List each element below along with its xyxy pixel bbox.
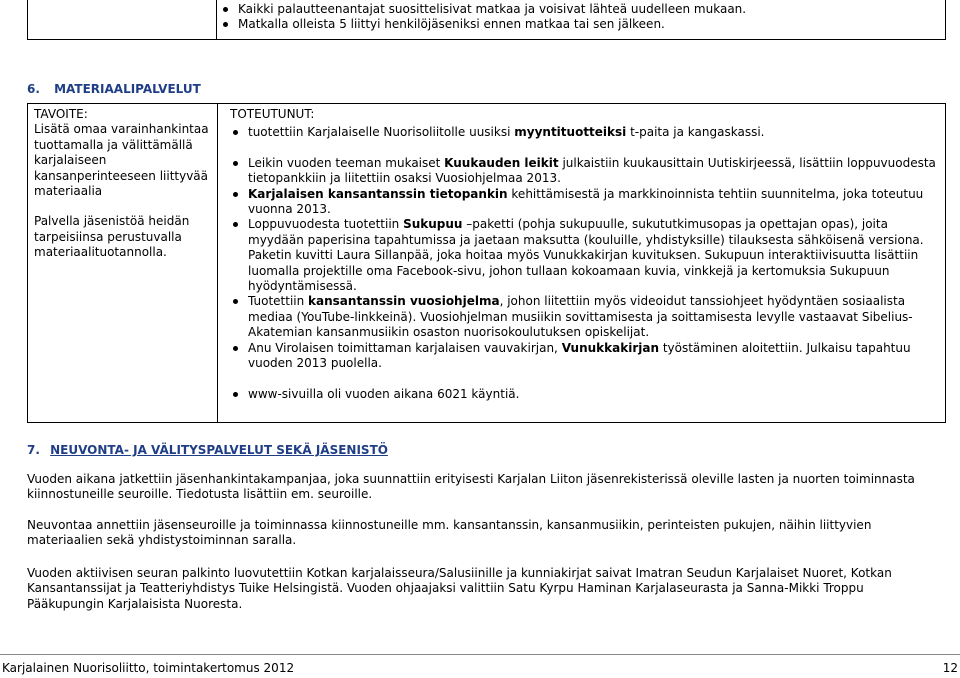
paragraph: Neuvontaa annettiin jäsenseuroille ja toiminnassa kiinnostuneille mm. kansantanssin, kansanmusiikin, perinteisten pukujen, näihin liittyvien materiaalien sekä yhdistystoiminnan saralla. <box>27 518 872 548</box>
section-number: 6. <box>27 82 40 96</box>
paragraph: Vuoden aikana jatkettiin jäsenhankintakampanjaa, joka suunnattiin erityisesti Karjalan Liiton jäsenrekisterissä oleville lasten ja nuorten toiminnasta kiinnostuneille seuroille. Tiedotusta lisättiin em. seuroille. <box>27 472 915 502</box>
list-item: www-sivuilla oli vuoden aikana 6021 käyntiä. <box>230 387 937 402</box>
top-table <box>216 0 946 40</box>
list-item: Loppuvuodesta tuotettiin Sukupuu –paketti (pohja sukupuulle, sukututkimusopas ja opettajan opas), joita myydään paperisina tapahtumissa ja jaetaan maksutta (kouluille, yhdistyksille) tilauksesta sähköisenä versiona. Paketin kuvitti Laura Sillanpää, joka hoitaa myös Vunukkakirjan kuvituksen. Sukupuun interaktiivisuutta lisättiin luomalla projektille oma Facebook-sivu, johon tullaan kokoamaan kuvia, vinkkejä ja kertomuksia Sukupuun hyödyntämisessä. <box>230 217 937 294</box>
section-number: 7. <box>27 443 40 457</box>
list-item: Tuotettiin kansantanssin vuosiohjelma, johon liitettiin myös videoidut tanssiohjeet hyödyntäen sosiaalista mediaa (YouTube-linkkeinä). Vuosiohjelman musiikin sovittamisesta ja soittamisesta levylle vastaavat Sibelius-Akatemian kansanmusiikin osaston nuorisokoulutuksen opiskelijat. <box>230 294 937 340</box>
list-item: tuotettiin Karjalaiselle Nuorisoliitolle uusiksi myyntituotteiksi t-paita ja kangaskassi. <box>230 125 937 140</box>
results-label: TOTEUTUNUT: <box>230 107 315 121</box>
goal-label: TAVOITE: <box>34 107 88 121</box>
footer-rule <box>0 654 960 655</box>
goals-cell <box>27 103 218 423</box>
list-item: Leikin vuoden teeman mukaiset Kuukauden leikit julkaistiin kuukausittain Uutiskirjeessä, lisättiin loppuvuodesta tietopankkiin ja liitettiin osaksi Vuosiohjelmaa 2013. <box>230 156 937 187</box>
goal-text-1: Lisätä omaa varainhankintaa tuottamalla ja välittämällä karjalaiseen kansanperinteeseen liittyvää materiaalia <box>34 122 209 199</box>
results-cell <box>217 103 946 423</box>
section-7-heading <box>27 443 388 458</box>
top-table-left-cell <box>27 0 217 40</box>
section-title: NEUVONTA- JA VÄLITYSPALVELUT SEKÄ JÄSENISTÖ <box>50 443 388 457</box>
list-item: Matkalla olleista 5 liittyi henkilöjäseniksi ennen matkaa tai sen jälkeen. <box>220 17 935 32</box>
paragraph: Vuoden aktiivisen seuran palkinto luovutettiin Kotkan karjalaisseura/Salusiinille ja kunniakirjat saivat Imatran Seudun Karjalaiset Nuoret, Kotkan Kansantanssijat ja Teatteriyhdistys Tuike Helsingistä. Vuoden ohjaajaksi valittiin Satu Kyrpu Haminan Karjalaseurasta ja Sanna-Mikki Troppu Pääkupungin Karjalaisista Nuoresta. <box>27 566 892 611</box>
list-item: Kaikki palautteenantajat suosittelisivat matkaa ja voisivat lähteä uudelleen mukaan. <box>220 2 935 17</box>
footer-text: Karjalainen Nuorisoliitto, toimintakertomus 2012 <box>2 661 295 675</box>
section-6-heading <box>27 82 201 97</box>
section-title: MATERIAALIPALVELUT <box>54 82 201 96</box>
page-number: 12 <box>942 661 958 675</box>
goal-text-2: Palvella jäsenistöä heidän tarpeisiinsa perustuvalla materiaalituotannolla. <box>34 214 190 260</box>
list-item: Anu Virolaisen toimittaman karjalaisen vauvakirjan, Vunukkakirjan työstäminen aloitettiin. Julkaisu tapahtuu vuoden 2013 puolella. <box>230 341 937 372</box>
list-item: Karjalaisen kansantanssin tietopankin kehittämisestä ja markkinoinnista tehtiin suunnitelma, joka toteutuu vuonna 2013. <box>230 187 937 218</box>
